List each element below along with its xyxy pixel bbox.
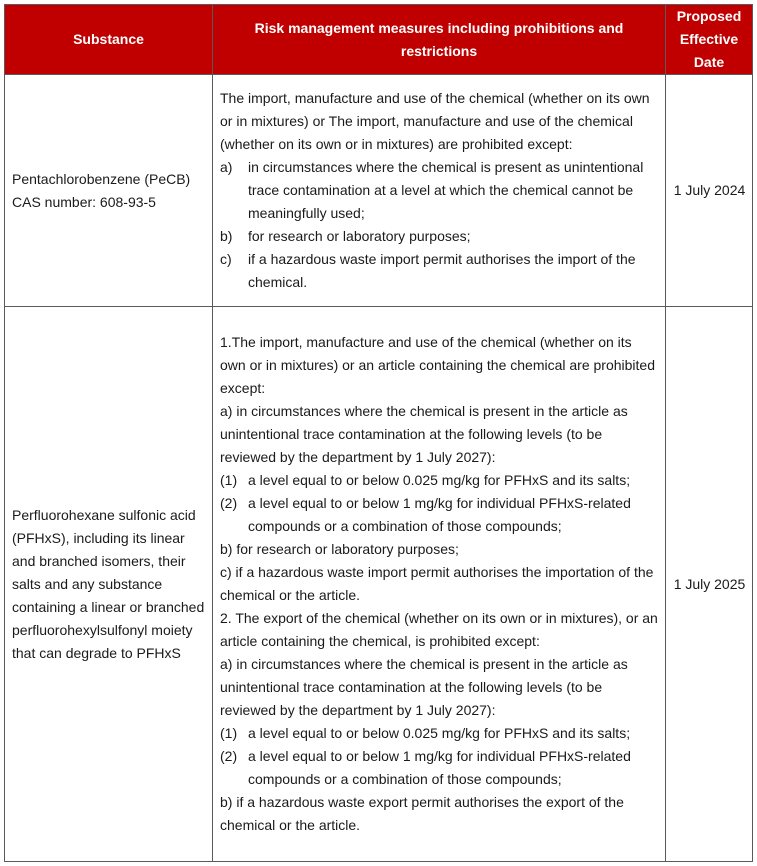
substance-name: Pentachlorobenzene (PeCB) (12, 170, 191, 187)
item-text: a level equal to or below 0.025 mg/kg for PFHxS and its salts; (248, 725, 631, 741)
measure-item: a) in circumstances where the chemical is present in the article as unintentional trace contamination at the following levels (to be reviewed by the department by 1 July 2027): (220, 403, 628, 465)
header-date: Proposed Effective Date (666, 5, 753, 75)
item-marker: a) (220, 159, 233, 175)
table-row (5, 307, 753, 862)
cas-number: CAS number: 608-93-5 (12, 193, 156, 210)
substance-cell (5, 75, 213, 307)
measures-cell (213, 75, 666, 307)
measure-item (220, 156, 659, 225)
item-text: a level equal to or below 1 mg/kg for individual PFHxS-related compounds or a combination of those compounds; (248, 748, 631, 787)
table-row (5, 75, 753, 307)
measure-intro: The import, manufacture and use of the chemical (whether on its own or in mixtures) or The import, manufacture and use of the chemical (whether on its own or in mixtures) are prohibited except: (220, 90, 650, 152)
item-marker: (2) (220, 748, 238, 764)
item-text: in circumstances where the chemical is present as unintentional trace contamination at a level at which the chemical cannot be meaningfully used; (248, 159, 644, 221)
item-text: if a hazardous waste import permit authorises the import of the chemical. (248, 251, 636, 290)
item-text: for research or laboratory purposes; (248, 228, 471, 244)
level-item (220, 722, 659, 745)
measures-cell (213, 307, 666, 862)
substance-cell (5, 307, 213, 862)
measure-item: b) if a hazardous waste export permit authorises the export of the chemical or the article. (220, 794, 624, 833)
level-item (220, 745, 659, 791)
substance-name: Perfluorohexane sulfonic acid (PFHxS), including its linear and branched isomers, their salts and any substance containing a linear or branched perfluorohexylsulfonyl moiety that can degrade to PFHxS (12, 506, 205, 661)
item-text: a level equal to or below 1 mg/kg for individual PFHxS-related compounds or a combination of those compounds; (248, 495, 631, 534)
measure-item: c) if a hazardous waste import permit authorises the importation of the chemical or the article. (220, 564, 654, 603)
item-text: a level equal to or below 0.025 mg/kg for PFHxS and its salts; (248, 472, 631, 488)
item-marker: c) (220, 251, 232, 267)
table-header-row (5, 5, 753, 75)
header-substance: Substance (5, 5, 213, 75)
regulation-table (4, 4, 753, 862)
measure-item (220, 225, 659, 248)
measure-intro: 1.The import, manufacture and use of the chemical (whether on its own or in mixtures) or an article containing the chemical are prohibited except: (220, 334, 655, 396)
item-marker: (1) (220, 472, 238, 488)
date-cell: 1 July 2025 (666, 307, 753, 862)
header-measures: Risk management measures including prohibitions and restrictions (213, 5, 666, 75)
item-marker: b) (220, 228, 233, 244)
measure-intro: 2. The export of the chemical (whether on its own or in mixtures), or an article containing the chemical, is prohibited except: (220, 610, 658, 649)
level-item (220, 469, 659, 492)
item-marker: (2) (220, 495, 238, 511)
item-marker: (1) (220, 725, 238, 741)
measure-item: b) for research or laboratory purposes; (220, 541, 459, 557)
measure-item (220, 248, 659, 294)
measure-item: a) in circumstances where the chemical is present in the article as unintentional trace contamination at the following levels (to be reviewed by the department by 1 July 2027): (220, 656, 628, 718)
level-item (220, 492, 659, 538)
date-cell: 1 July 2024 (666, 75, 753, 307)
